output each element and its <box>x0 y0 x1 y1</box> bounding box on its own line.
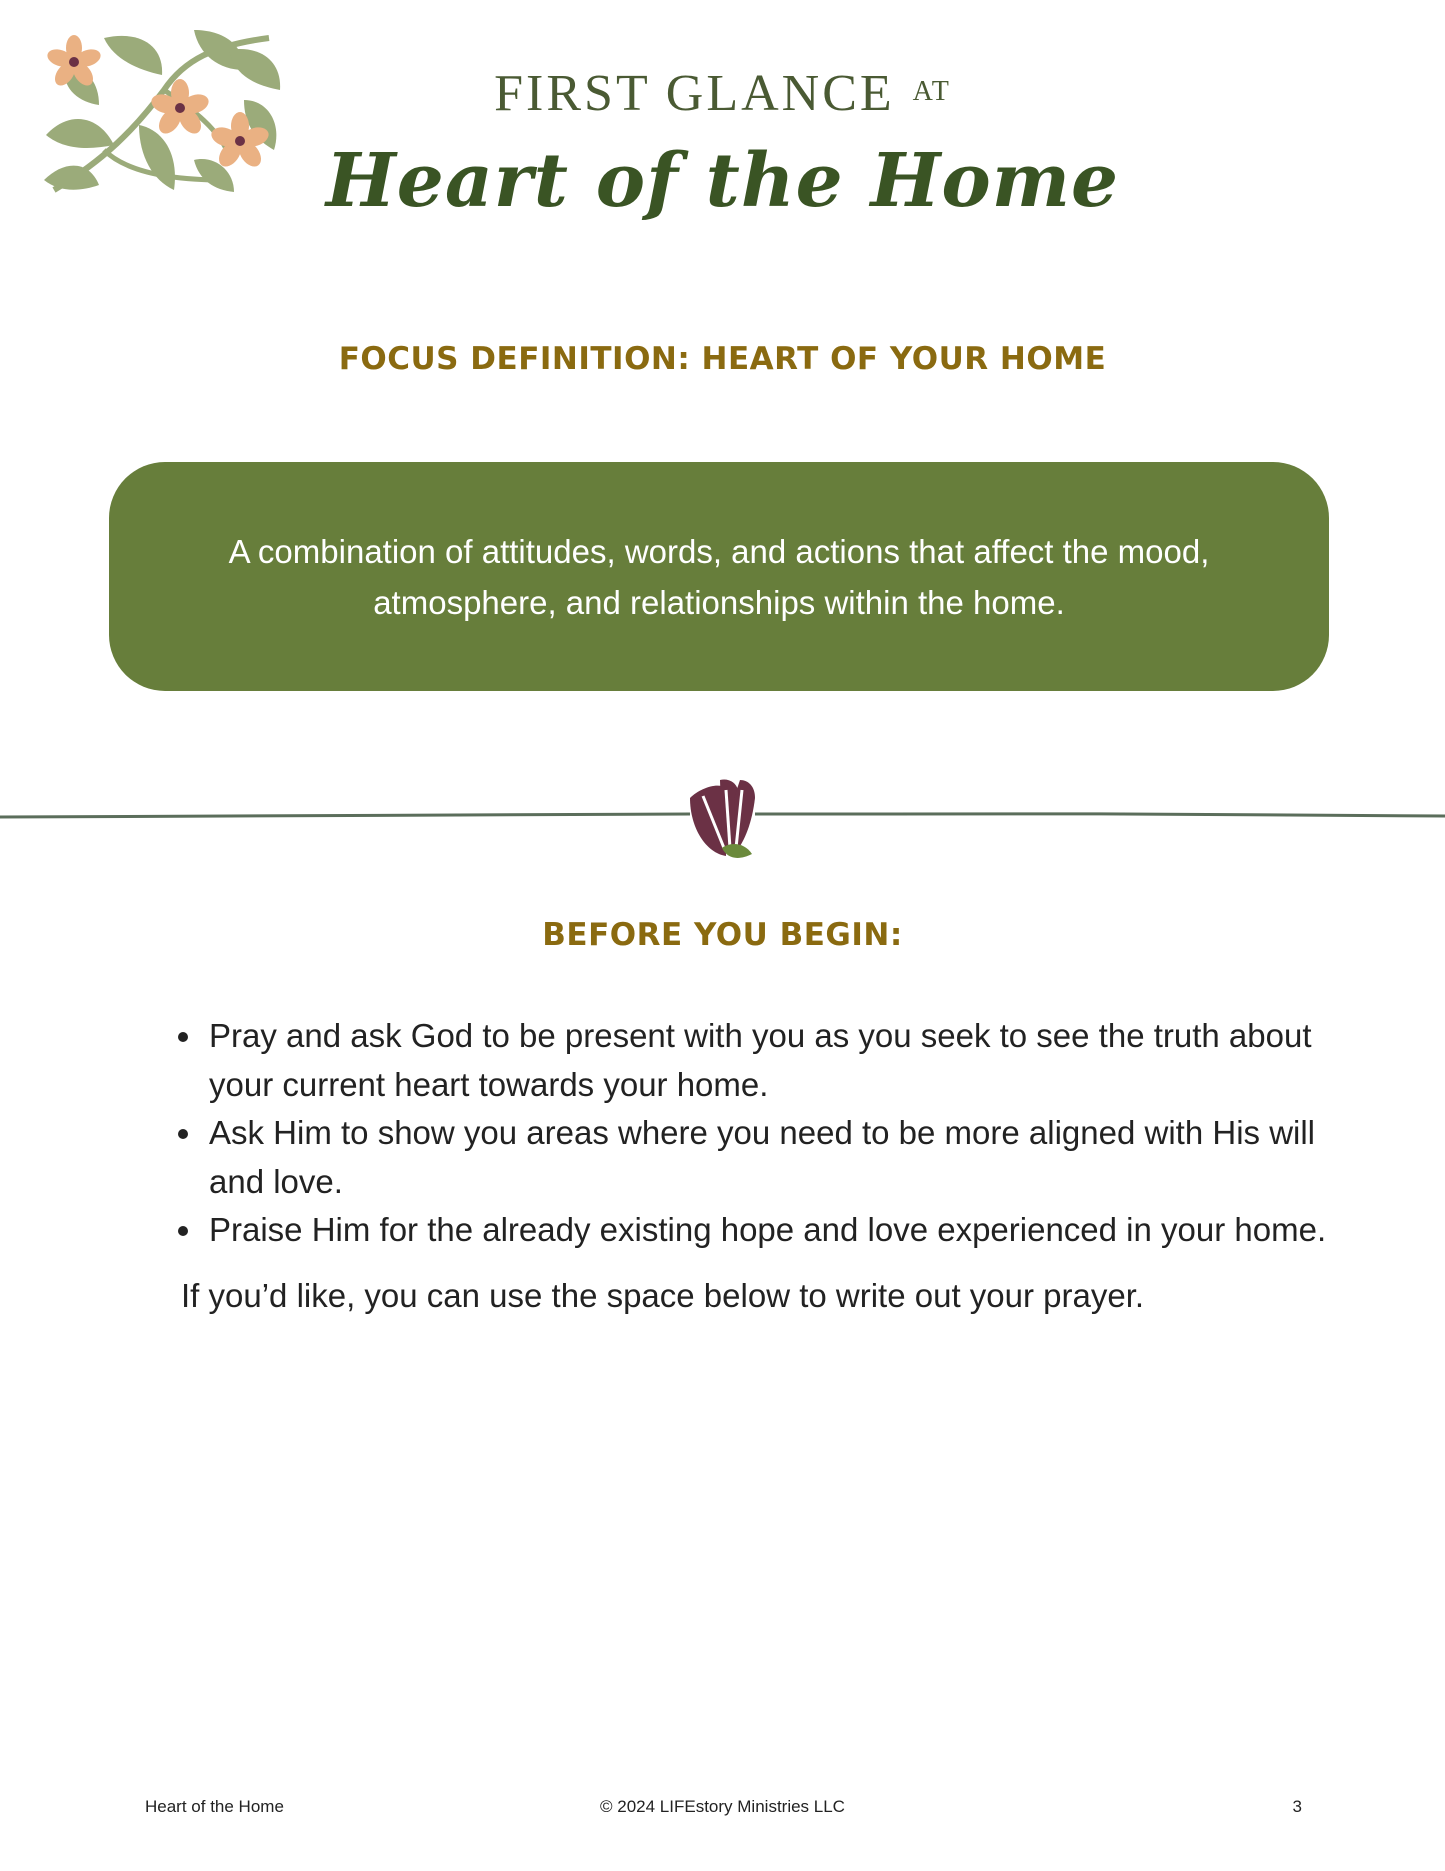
before-heading: BEFORE YOU BEGIN: <box>542 917 903 953</box>
list-item: • Pray and ask God to be present with you as you seek to see the truth about your current heart towards your home. <box>205 1012 1365 1109</box>
page-number: 3 <box>1292 1797 1302 1816</box>
divider-flower-icon <box>0 768 1445 858</box>
prayer-note: If you’d like, you can use the space below to write out your prayer. <box>181 1277 1145 1314</box>
definition-text: A combination of attitudes, words, and actions that affect the mood, atmosphere, and relationships within the home. <box>228 532 1210 621</box>
title-at: AT <box>912 76 951 107</box>
title-first-glance: FIRST GLANCE <box>494 65 895 122</box>
focus-heading: FOCUS DEFINITION: HEART OF YOUR HOME <box>338 341 1107 377</box>
page-title <box>0 64 1445 123</box>
list-item: • Praise Him for the already existing hope and love experienced in your home. <box>205 1206 1365 1255</box>
definition-box <box>109 462 1329 691</box>
footer-title: Heart of the Home <box>145 1797 284 1816</box>
title-script: Heart of the Home <box>325 138 1120 224</box>
footer-copyright: © 2024 LIFEstory Ministries LLC <box>600 1797 845 1816</box>
before-list <box>172 1012 1365 1255</box>
list-item: • Ask Him to show you areas where you need to be more aligned with His will and love. <box>205 1109 1365 1206</box>
